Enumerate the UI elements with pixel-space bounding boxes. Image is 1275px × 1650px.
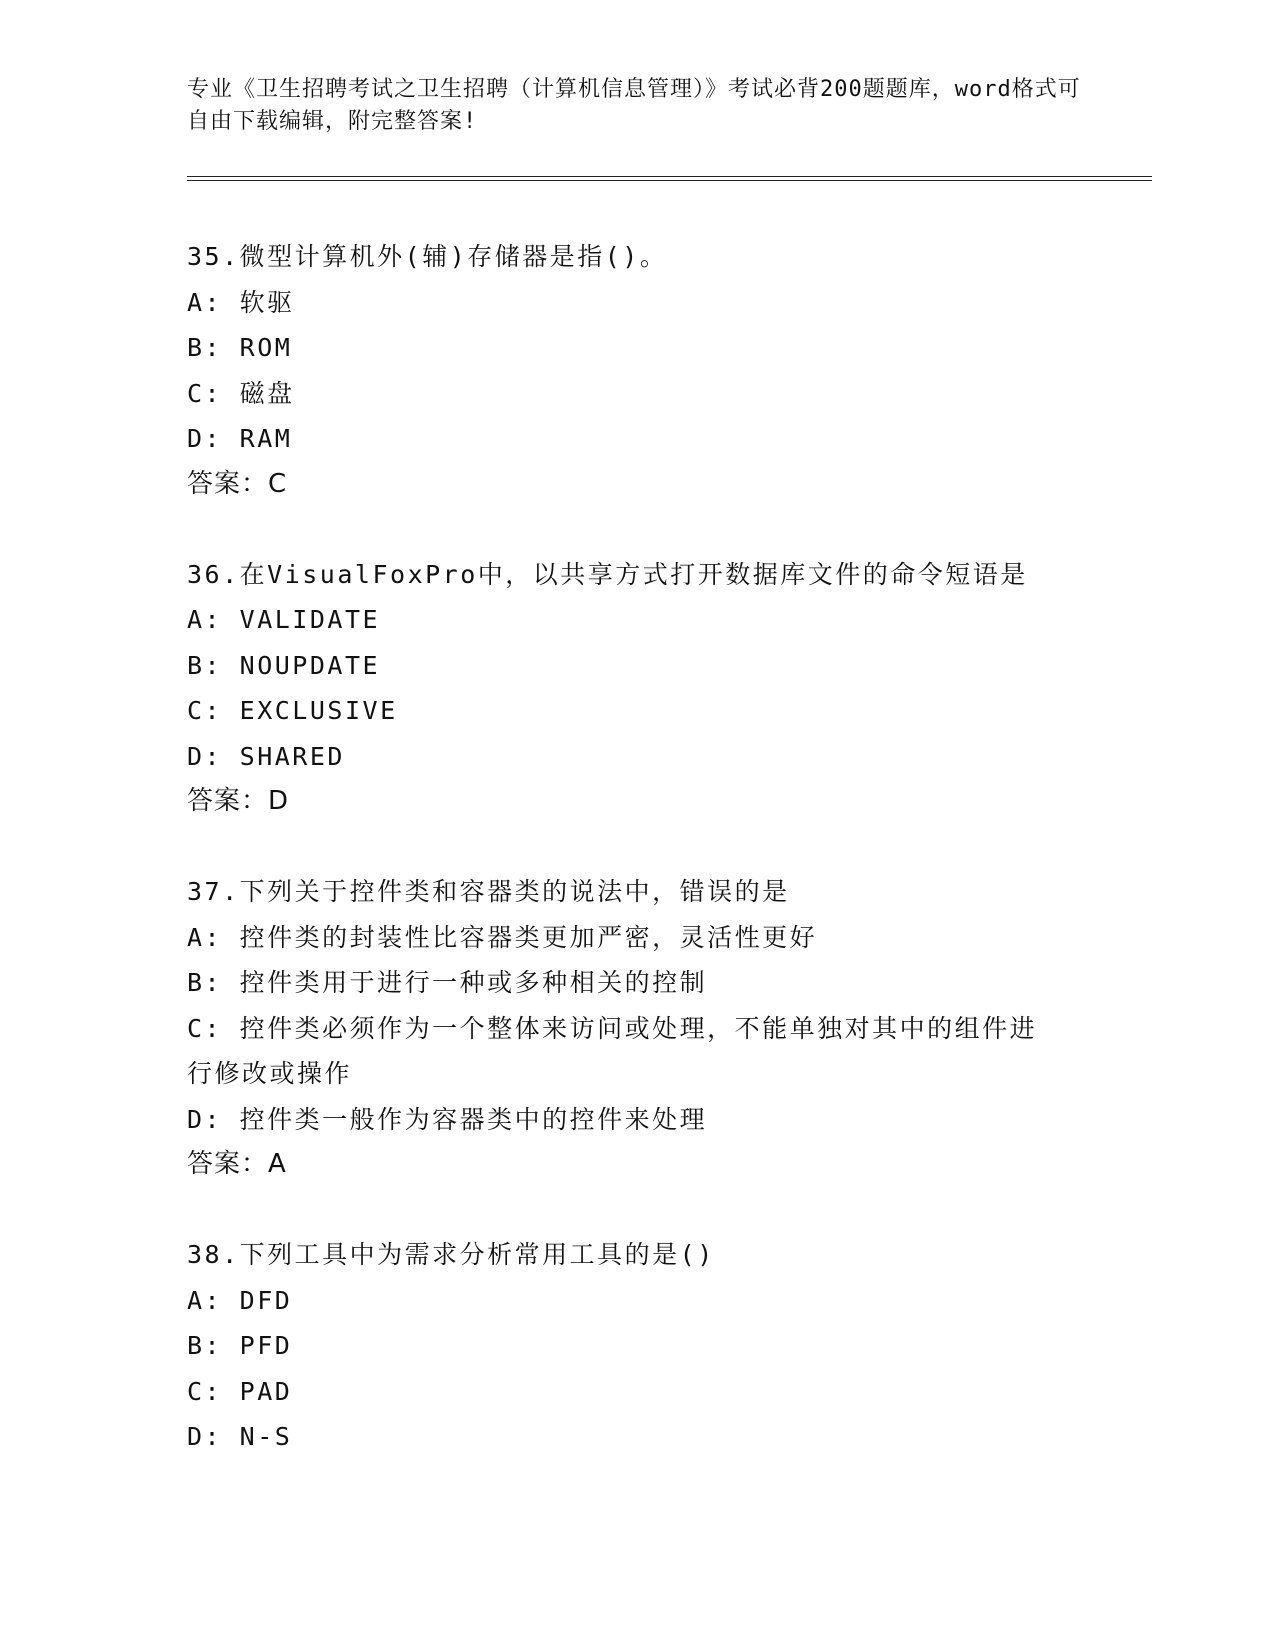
option-b: B: 控件类用于进行一种或多种相关的控制 xyxy=(187,968,708,997)
question-stem: 36.在VisualFoxPro中，以共享方式打开数据库文件的命令短语是 xyxy=(187,559,1028,589)
question-36 xyxy=(187,552,1152,825)
header-double-rule xyxy=(187,176,1152,181)
question-37 xyxy=(187,869,1152,1187)
option-c: C: PAD xyxy=(187,1376,293,1406)
option-b: B: PFD xyxy=(187,1331,293,1360)
document-page xyxy=(187,0,1152,1460)
question-stem: 37.下列关于控件类和容器类的说法中，错误的是 xyxy=(187,877,790,906)
option-d: D: 控件类一般作为容器类中的控件来处理 xyxy=(187,1104,708,1134)
option-c: C: 控件类必须作为一个整体来访问或处理，不能单独对其中的组件进行修改或操作 xyxy=(187,1013,1038,1088)
document-header: 专业《卫生招聘考试之卫生招聘（计算机信息管理）》考试必背200题题库，word格式可自由下载编辑，附完整答案! xyxy=(187,77,1081,134)
option-a: A: VALIDATE xyxy=(187,605,381,634)
option-d: D: SHARED xyxy=(187,741,345,771)
question-35 xyxy=(187,234,1152,507)
question-stem: 38.下列工具中为需求分析常用工具的是() xyxy=(187,1240,715,1269)
option-b: B: ROM xyxy=(187,333,293,362)
option-b: B: NOUPDATE xyxy=(187,650,381,680)
answer-line: 答案：D xyxy=(187,786,290,816)
question-stem: 35.微型计算机外(辅)存储器是指()。 xyxy=(187,242,668,271)
option-a: A: 控件类的封装性比容器类更加严密，灵活性更好 xyxy=(187,922,818,952)
option-c: C: EXCLUSIVE xyxy=(187,696,398,725)
question-38 xyxy=(187,1232,1152,1460)
option-d: D: RAM xyxy=(187,424,293,453)
answer-line: 答案：C xyxy=(187,468,288,499)
option-a: A: DFD xyxy=(187,1285,293,1315)
option-d: D: N-S xyxy=(187,1422,293,1451)
option-c: C: 磁盘 xyxy=(187,378,295,408)
option-a: A: 软驱 xyxy=(187,287,295,317)
answer-line: 答案：A xyxy=(187,1149,287,1179)
